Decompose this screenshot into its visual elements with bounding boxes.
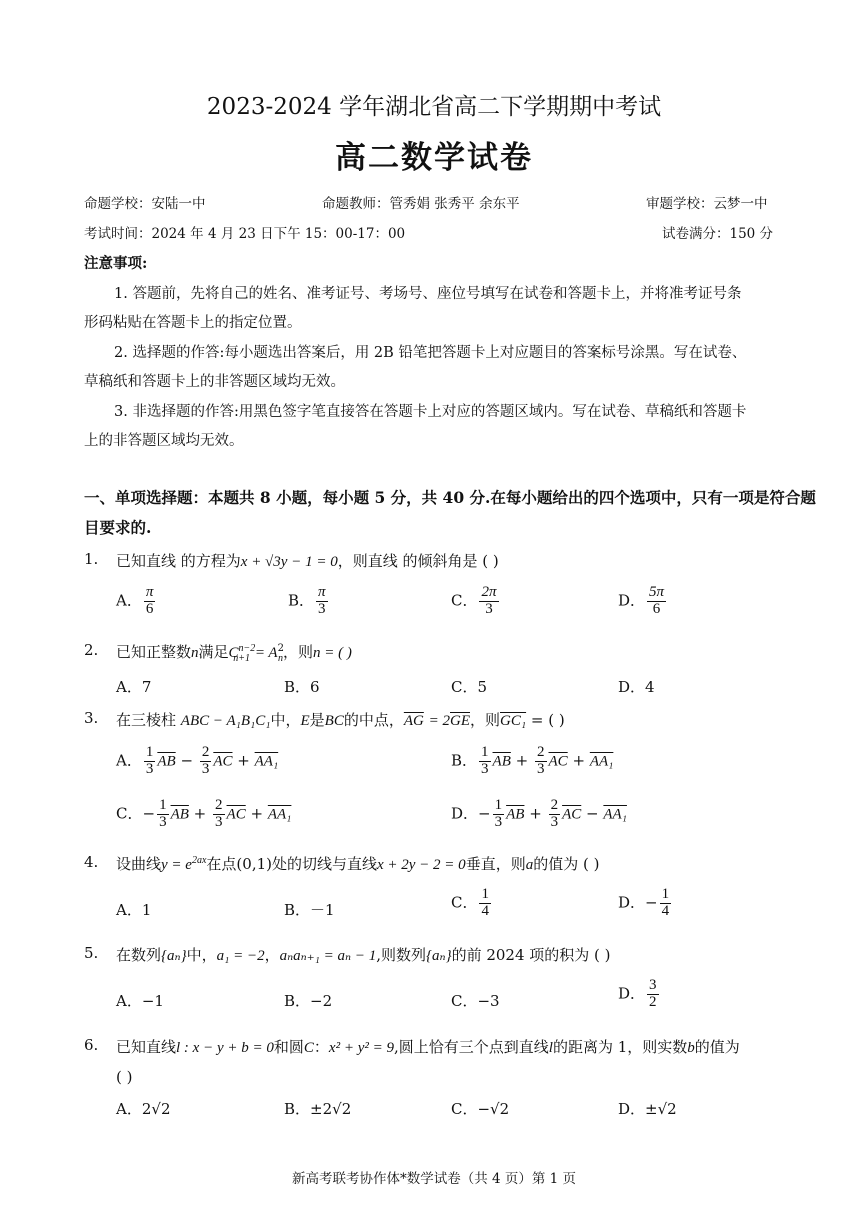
answer-paren: ( ) xyxy=(116,1068,133,1086)
note-1b: 形码粘贴在答题卡上的指定位置。 xyxy=(84,315,302,331)
option-d[interactable]: D． $\frac{3}{2}$ xyxy=(618,977,657,1010)
option-a[interactable]: A．2√2 xyxy=(116,1100,171,1118)
note-1a: 1. 答题前，先将自己的姓名、准考证号、考场号、座位号填写在试卷和答题卡上，并将准考证号条 xyxy=(114,286,742,302)
note-2b: 草稿纸和答题卡上的非答题区域均无效。 xyxy=(84,374,345,390)
option-b[interactable]: B．−2 xyxy=(284,992,333,1010)
option-b[interactable]: B． $\frac{1}{3}$ $\overline{AB}$ + $\frac{2}{3}$ $\overline{AC} + AA_1$ xyxy=(451,744,614,777)
meta-reviewer: 审题学校：云梦一中 xyxy=(646,196,768,212)
exam-subtitle: 高二数学试卷 xyxy=(335,140,533,176)
option-a[interactable]: A．7 xyxy=(116,678,152,696)
option-c[interactable]: C．5 xyxy=(451,678,488,696)
note-2a: 2. 选择题的作答:每小题选出答案后，用 2B 铅笔把答题卡上对应题目的答案标号涂黑。写在试卷、 xyxy=(114,345,747,361)
meta-school: 命题学校：安陆一中 xyxy=(84,196,206,212)
option-c[interactable]: C． $\frac{1}{4}$ xyxy=(451,886,489,919)
option-c[interactable]: C．−3 xyxy=(451,992,500,1010)
option-b[interactable]: B．－1 xyxy=(284,901,335,919)
option-a[interactable]: A．−1 xyxy=(116,992,164,1010)
option-b[interactable]: B． $\frac{\pi}{3}$ xyxy=(288,584,326,617)
question-stem: 已知正整数n满足$C^{n-2}_{n+1} = A^2_n$，则n = ( ) xyxy=(116,643,352,664)
option-a[interactable]: A．1 xyxy=(116,901,152,919)
option-c[interactable]: C．− $\frac{1}{3}$ $\overline{AB}$ + $\frac{2}{3}$ $\overline{AC} + AA_1$ xyxy=(116,797,292,830)
section-heading-line1: 一、单项选择题：本题共 8 小题，每小题 5 分，共 40 分.在每小题给出的四个选项中，只有一项是符合题 xyxy=(84,488,816,507)
question-stem: 在三棱柱 ABC − A₁B₁C₁中，E是BC的中点，$\overline{AG} = 2\overline{GE}$，则GC₁ = ( ) xyxy=(116,711,565,729)
option-d[interactable]: D．− $\frac{1}{4}$ xyxy=(618,886,670,919)
notes-heading: 注意事项: xyxy=(84,255,148,272)
question-stem: 已知直线 的方程为x + √3y − 1 = 0，则直线 的倾斜角是 ( ) xyxy=(116,552,499,570)
option-d[interactable]: D．±√2 xyxy=(618,1100,677,1118)
question-number: 3. xyxy=(84,709,99,727)
option-c[interactable]: C．−√2 xyxy=(451,1100,510,1118)
option-c[interactable]: C． $\frac{2\pi}{3}$ xyxy=(451,584,497,617)
section-heading-line2: 目要求的. xyxy=(84,518,152,537)
option-d[interactable]: D．− $\frac{1}{3}$ $\overline{AB}$ + $\frac{2}{3}$ $\overline{AC} - AA_1$ xyxy=(451,797,627,830)
question-number: 6. xyxy=(84,1036,99,1054)
meta-score: 试卷满分：150 分 xyxy=(662,226,774,242)
option-d[interactable]: D． $\frac{5\pi}{6}$ xyxy=(618,584,665,617)
page-footer: 新高考联考协作体*数学试卷（共 4 页）第 1 页 xyxy=(291,1171,577,1187)
question-stem: 设曲线$y = e^{2ax}$在点(0,1)处的切线与直线x + 2y − 2 = 0垂直，则a的值为 ( ) xyxy=(116,855,600,873)
option-d[interactable]: D．4 xyxy=(618,678,655,696)
question-number: 5. xyxy=(84,944,99,962)
meta-teachers: 命题教师：管秀娟 张秀平 余东平 xyxy=(322,196,520,212)
note-3a: 3. 非选择题的作答:用黑色签字笔直接答在答题卡上对应的答题区域内。写在试卷、草稿纸和答题卡 xyxy=(114,404,747,420)
question-number: 1. xyxy=(84,550,99,568)
question-number: 4. xyxy=(84,853,99,871)
question-stem: 在数列{aₙ}中，a₁ = −2，aₙaₙ₊₁ = aₙ − 1,则数列{aₙ}的前 2024 项的积为 ( ) xyxy=(116,946,611,964)
question-number: 2. xyxy=(84,641,99,659)
question-stem: 已知直线l : x − y + b = 0和圆C：x² + y² = 9,圆上恰有三个点到直线l的距离为 1，则实数b的值为 xyxy=(116,1038,740,1056)
option-a[interactable]: A． $\frac{1}{3}$ $\overline{AB}$ − $\frac{2}{3}$ $\overline{AC} + AA_1$ xyxy=(116,744,279,777)
note-3b: 上的非答题区域均无效。 xyxy=(84,433,244,449)
option-a[interactable]: A． $\frac{\pi}{6}$ xyxy=(116,584,154,617)
exam-title: 2023-2024 学年湖北省高二下学期期中考试 xyxy=(206,94,662,120)
option-b[interactable]: B．6 xyxy=(284,678,320,696)
option-b[interactable]: B．±2√2 xyxy=(284,1100,352,1118)
meta-time: 考试时间：2024 年 4 月 23 日下午 15：00-17：00 xyxy=(84,226,406,242)
